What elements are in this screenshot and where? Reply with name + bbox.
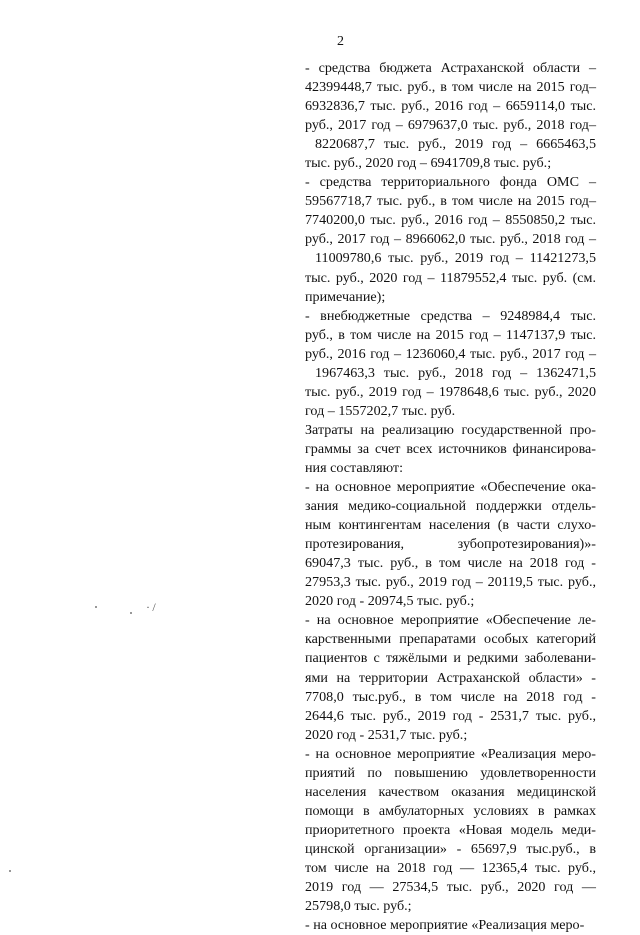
text-line: 8220687,7 тыс. руб., 2019 год – 6665463,5: [315, 136, 596, 153]
text-line: граммы за счет всех источников финансирова-: [305, 440, 596, 457]
text-line: Затраты на реализацию государственной про-: [305, 421, 596, 438]
text-line: карственными препаратами особых категорий: [305, 631, 596, 648]
text-line: - внебюджетные средства – 9248984,4 тыс.: [305, 307, 596, 324]
text-line: тыс. руб., 2019 год – 1978648,6 тыс. руб., 2020: [305, 383, 596, 400]
paragraph: [305, 173, 596, 306]
text-line: руб., 2016 год – 1236060,4 тыс. руб., 2017 год –: [305, 345, 596, 362]
text-line: руб., в том числе на 2015 год – 1147137,9 тыс.: [305, 326, 596, 343]
paragraph: [305, 611, 596, 744]
text-line: цинской организации» - 65697,9 тыс.руб., в: [305, 840, 596, 857]
text-line: - средства бюджета Астраханской области –: [305, 60, 596, 76]
text-line: 42399448,7 тыс. руб., в том числе на 2015 год–: [305, 79, 596, 96]
text-line: 2019 год — 27534,5 тыс. руб., 2020 год —: [305, 879, 596, 896]
text-line: населения качеством оказания медицинской: [305, 783, 596, 800]
page-number: 2: [337, 34, 344, 49]
text-line: - на основное мероприятие «Реализация меро-: [305, 917, 585, 934]
scan-artifact-dot: [95, 606, 97, 608]
text-line: ным контингентам населения (в части слухо-: [305, 517, 596, 534]
text-line: протезирования, зубопротезирования)»-: [305, 536, 596, 553]
text-line: тыс. руб., 2020 год – 6941709,8 тыс. руб.;: [305, 155, 552, 172]
scan-artifact-mark: · /: [146, 600, 156, 614]
text-line: - средства территориального фонда ОМС –: [305, 174, 596, 191]
text-line: 2644,6 тыс. руб., 2019 год - 2531,7 тыс. руб.,: [305, 707, 596, 724]
text-line: 25798,0 тыс. руб.;: [305, 898, 412, 915]
text-line: 2020 год - 20974,5 тыс. руб.;: [305, 593, 475, 610]
text-line: зания медико-социальной поддержки отдель-: [305, 498, 596, 515]
paragraph: [305, 421, 596, 478]
paragraph: [305, 307, 596, 421]
paragraph: [305, 916, 596, 935]
document-body: [305, 59, 596, 935]
text-line: 27953,3 тыс. руб., 2019 год – 20119,5 тыс. руб.,: [305, 574, 596, 591]
scan-artifact-dot: [130, 612, 132, 614]
text-line: том числе на 2018 год — 12365,4 тыс. руб.,: [305, 859, 596, 876]
text-line: приоритетного проекта «Новая модель меди-: [305, 821, 596, 838]
paragraph: [305, 478, 596, 611]
text-line: год – 1557202,7 тыс. руб.: [305, 402, 456, 419]
text-line: помощи в амбулаторных условиях в рамках: [305, 802, 596, 819]
paragraph: [305, 745, 596, 916]
text-line: - на основное мероприятие «Обеспечение ока-: [305, 479, 596, 496]
text-line: 2020 год - 2531,7 тыс. руб.;: [305, 726, 468, 743]
text-line: ями на территории Астраханской области» -: [305, 669, 596, 686]
text-line: 6932836,7 тыс. руб., 2016 год – 6659114,0 тыс.: [305, 98, 596, 115]
text-line: 1967463,3 тыс. руб., 2018 год – 1362471,5: [315, 364, 596, 381]
text-line: 7708,0 тыс.руб., в том числе на 2018 год -: [305, 688, 596, 705]
text-line: пациентов с тяжёлыми и редкими заболевани-: [305, 650, 596, 667]
scan-artifact-dot: [9, 870, 11, 872]
text-line: - на основное мероприятие «Реализация меро-: [305, 745, 596, 762]
text-line: 69047,3 тыс. руб., в том числе на 2018 год -: [305, 555, 596, 572]
text-line: 11009780,6 тыс. руб., 2019 год – 11421273,5: [315, 250, 596, 267]
text-line: примечание);: [305, 288, 386, 305]
text-line: руб., 2017 год – 6979637,0 тыс. руб., 2018 год–: [305, 117, 596, 134]
text-line: 7740200,0 тыс. руб., 2016 год – 8550850,2 тыс.: [305, 212, 596, 229]
text-line: ния составляют:: [305, 459, 403, 476]
text-line: 59567718,7 тыс. руб., в том числе на 2015 год–: [305, 193, 596, 210]
text-line: руб., 2017 год – 8966062,0 тыс. руб., 2018 год –: [305, 231, 596, 248]
text-line: - на основное мероприятие «Обеспечение ле-: [305, 612, 596, 629]
text-line: приятий по повышению удовлетворенности: [305, 764, 596, 781]
paragraph: [305, 59, 596, 173]
text-line: тыс. руб., 2020 год – 11879552,4 тыс. руб. (см.: [305, 269, 596, 286]
